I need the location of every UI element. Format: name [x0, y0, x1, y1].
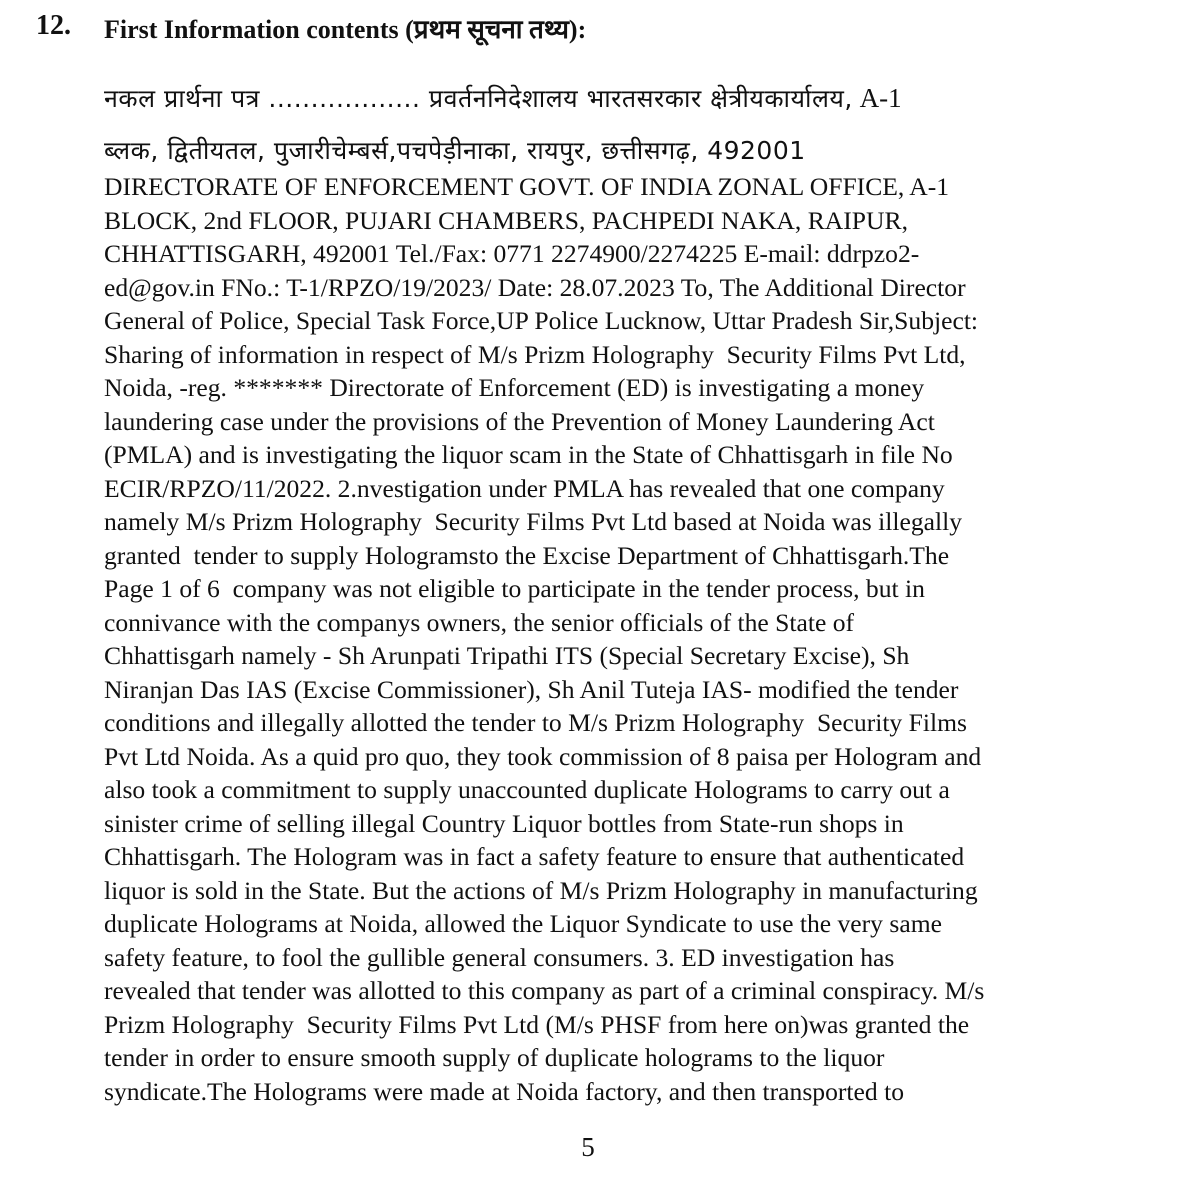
- body-line: (PMLA) and is investigating the liquor scam in the State of Chhattisgarh in file No: [104, 440, 953, 469]
- hindi-header-line-2: ब्लक, द्वितीयतल, पुजारीचेम्बर्स,पचपेड़ीनाका, रायपुर, छत्तीसगढ़, 492001: [104, 136, 806, 165]
- body-line: namely M/s Prizm Holography Security Films Pvt Ltd based at Noida was illegally: [104, 507, 962, 536]
- body-line: laundering case under the provisions of the Prevention of Money Laundering Act: [104, 406, 935, 436]
- body-line: CHHATTISGARH, 492001 Tel./Fax: 0771 2274900/2274225 E-mail: ddrpzo2-: [104, 239, 920, 268]
- body-line: BLOCK, 2nd FLOOR, PUJARI CHAMBERS, PACHPEDI NAKA, RAIPUR,: [104, 205, 908, 235]
- body-line: Niranjan Das IAS (Excise Commissioner), Sh Anil Tuteja IAS- modified the tender: [104, 674, 959, 704]
- hindi-header-line-1-text: नकल प्रार्थना पत्र .................. प्रवर्तननिदेशालय भारतसरकार क्षेत्रीयकार्यालय,: [104, 84, 853, 113]
- body-line: ed@gov.in FNo.: T-1/RPZO/19/2023/ Date: 28.07.2023 To, The Additional Director: [104, 272, 966, 302]
- body-line: also took a commitment to supply unaccounted duplicate Holograms to carry out a: [104, 775, 950, 804]
- body-line: General of Police, Special Task Force,UP Police Lucknow, Uttar Pradesh Sir,Subject:: [104, 306, 979, 335]
- body-line: Chhattisgarh. The Hologram was in fact a safety feature to ensure that authenticated: [104, 842, 965, 871]
- page-number: 5: [581, 1132, 595, 1162]
- body-line: ECIR/RPZO/11/2022. 2.nvestigation under PMLA has revealed that one company: [104, 473, 945, 503]
- body-line: conditions and illegally allotted the tender to M/s Prizm Holography Security Films: [104, 708, 967, 737]
- section-heading: First Information contents (प्रथम सूचना तथ्य):: [104, 15, 587, 44]
- body-line: safety feature, to fool the gullible general consumers. 3. ED investigation has: [104, 942, 895, 972]
- body-line: liquor is sold in the State. But the actions of M/s Prizm Holography in manufacturing: [104, 875, 978, 905]
- hindi-header-line-1-latin: A-1: [859, 83, 902, 113]
- body-line: syndicate.The Holograms were made at Noida factory, and then transported to: [104, 1076, 904, 1106]
- body-line: Noida, -reg. ******* Directorate of Enforcement (ED) is investigating a money: [104, 373, 925, 402]
- section-number: 12.: [36, 10, 71, 41]
- hindi-header-line-1: [104, 72, 1164, 125]
- hindi-header-block: [104, 72, 1164, 177]
- body-line: DIRECTORATE OF ENFORCEMENT GOVT. OF INDIA ZONAL OFFICE, A-1: [104, 172, 950, 201]
- body-line: granted tender to supply Hologramsto the Excise Department of Chhattisgarh.The: [104, 540, 950, 570]
- body-line: sinister crime of selling illegal Country Liquor bottles from State-run shops in: [104, 808, 904, 838]
- body-line: connivance with the companys owners, the senior officials of the State of: [104, 607, 855, 637]
- body-line: Chhattisgarh namely - Sh Arunpati Tripathi ITS (Special Secretary Excise), Sh: [104, 641, 910, 670]
- body-line: Page 1 of 6 company was not eligible to participate in the tender process, but in: [104, 574, 925, 603]
- body-line: tender in order to ensure smooth supply of duplicate holograms to the liquor: [104, 1043, 885, 1072]
- body-line: Prizm Holography Security Films Pvt Ltd (M/s PHSF from here on)was granted the: [104, 1009, 970, 1039]
- body-paragraph: [104, 170, 1144, 1108]
- body-line: revealed that tender was allotted to this company as part of a criminal conspiracy. M/s: [104, 976, 985, 1005]
- body-line: duplicate Holograms at Noida, allowed the Liquor Syndicate to use the very same: [104, 909, 942, 938]
- body-line: Pvt Ltd Noida. As a quid pro quo, they took commission of 8 paisa per Hologram and: [104, 741, 982, 771]
- body-line: Sharing of information in respect of M/s Prizm Holography Security Films Pvt Ltd,: [104, 339, 966, 369]
